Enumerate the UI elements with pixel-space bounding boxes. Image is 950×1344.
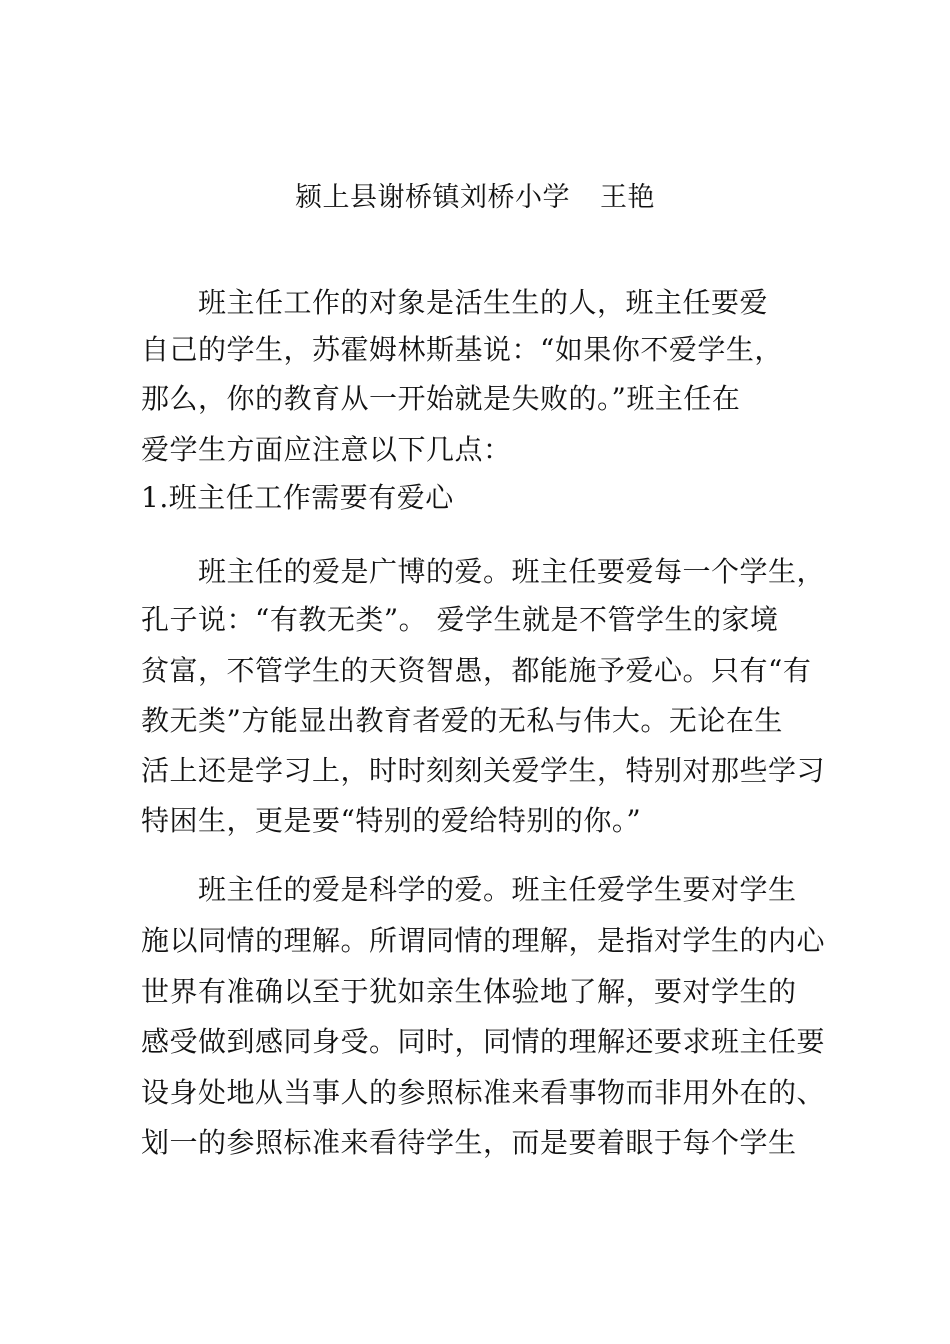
para1-line-3: 贫富，不管学生的天资智愚，都能施予爱心。只有“有 (141, 654, 812, 687)
section-heading: 1.班主任工作需要有爱心 (141, 481, 454, 514)
para2-line-4: 感受做到感同身受。同时，同情的理解还要求班主任要 (141, 1025, 826, 1058)
para2-line-3: 世界有准确以至于犹如亲生体验地了解，要对学生的 (141, 975, 797, 1008)
para2-line-1: 班主任的爱是科学的爱。班主任爱学生要对学生 (198, 873, 797, 906)
intro-line-3: 那么，你的教育从一开始就是失败的。”班主任在 (141, 382, 741, 415)
para1-line-4: 教无类”方能显出教育者爱的无私与伟大。无论在生 (141, 704, 783, 737)
intro-line-2: 自己的学生，苏霍姆林斯基说：“如果你不爱学生， (141, 333, 783, 366)
author-line (0, 178, 950, 218)
para1-line-6: 特困生，更是要“特别的爱给特别的你。” (141, 804, 642, 837)
para1-line-2: 孔子说：“有教无类”。 爱学生就是不管学生的家境 (141, 603, 779, 636)
para2-line-5: 设身处地从当事人的参照标准来看事物而非用外在的、 (141, 1076, 826, 1109)
author-name: 王艳 (600, 182, 655, 213)
intro-line-1: 班主任工作的对象是活生生的人，班主任要爱 (198, 286, 769, 319)
para1-line-5: 活上还是学习上，时时刻刻关爱学生，特别对那些学习 (141, 754, 826, 787)
school-name: 颍上县谢桥镇刘桥小学 (295, 182, 570, 213)
intro-line-4: 爱学生方面应注意以下几点： (141, 433, 512, 466)
para2-line-2: 施以同情的理解。所谓同情的理解，是指对学生的内心 (141, 924, 826, 957)
para1-line-1: 班主任的爱是广博的爱。班主任要爱每一个学生， (198, 555, 826, 588)
para2-line-6: 划一的参照标准来看待学生，而是要着眼于每个学生 (141, 1126, 797, 1159)
